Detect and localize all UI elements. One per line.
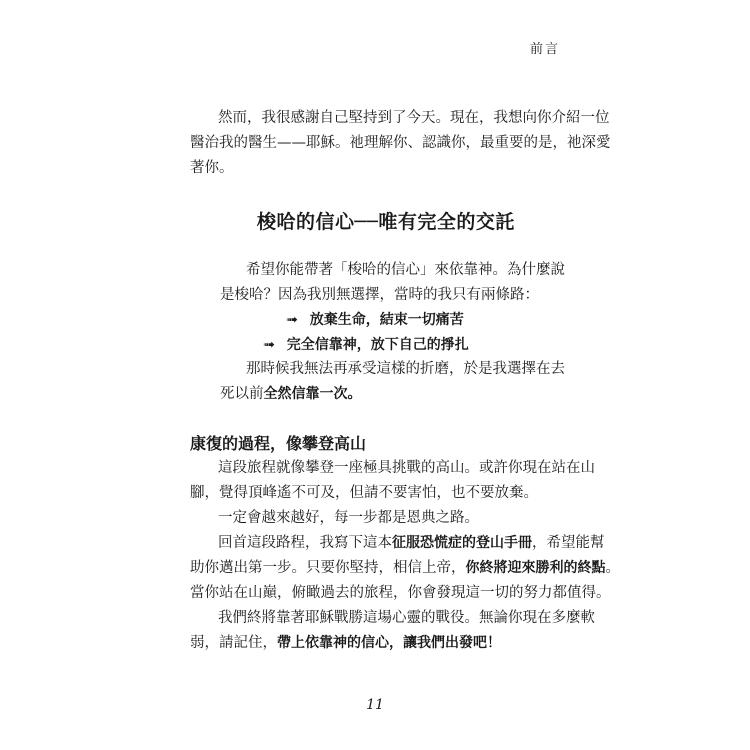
section2-para4-line2 <box>190 631 501 656</box>
section2-para3-line1-b: ，希望能幫 <box>532 535 605 551</box>
bullet-option-2-text: 完全信靠神，放下自己的掙扎 <box>286 337 469 353</box>
section1-para1-line1: 希望你能帶著「梭哈的信心」來依靠神。為什麼說 <box>246 262 565 278</box>
section1-para1-line2: 是梭哈？因為我別無選擇，當時的我只有兩條路： <box>220 287 539 303</box>
section2-para3-line1-a: 回首這段路程，我寫下這本 <box>218 535 392 551</box>
section-title-faith: 梭哈的信心──唯有完全的交託 <box>257 211 515 233</box>
page-number: 11 <box>366 697 384 713</box>
bullet-option-2 <box>263 334 469 354</box>
section2-para3-line2-a: 助你邁出第一步。只要你堅持，相信上帝， <box>190 560 466 576</box>
section-title-recovery: 康復的過程，像攀登高山 <box>190 434 367 453</box>
section2-para3-line1-bold: 征服恐慌症的登山手冊 <box>392 535 532 551</box>
section1-para2-bold: 全然信靠一次。 <box>263 386 362 402</box>
section2-para1-line1: 這段旅程就像攀登一座極具挑戰的高山。或許你現在站在山 <box>218 460 595 476</box>
section2-para3-line3: 當你站在山巔，俯瞰過去的旅程，你會發現這一切的努力都值得。 <box>190 585 611 601</box>
section2-para4-line2-a: 弱，請記住， <box>190 635 277 651</box>
arrow-right-icon: ➟ <box>263 337 275 353</box>
intro-line-1: 然而，我很感謝自己堅持到了今天。現在，我想向你介紹一位 <box>218 110 610 126</box>
intro-line-3: 著你。 <box>190 160 234 176</box>
bullet-option-1 <box>286 309 464 329</box>
intro-line-2: 醫治我的醫生——耶穌。祂理解你、認識你，最重要的是，祂深愛 <box>190 135 611 151</box>
bullet-option-1-text: 放棄生命，結束一切痛苦 <box>309 312 464 328</box>
section2-para4-line1: 我們終將靠著耶穌戰勝這場心靈的戰役。無論你現在多麼軟 <box>218 610 595 626</box>
section1-para2-line1: 那時候我無法再承受這樣的折磨，於是我選擇在去 <box>246 361 565 377</box>
section2-para3-line2-bold: 你終將迎來勝利的終點 <box>465 560 606 576</box>
page-header-title: 前言 <box>529 42 560 57</box>
section1-para2-plain: 死以前 <box>220 386 264 402</box>
section2-para4-line2-bold: 帶上依靠神的信心，讓我們出發吧！ <box>277 635 501 651</box>
section2-para3-line1 <box>218 531 605 556</box>
section2-para1-line2: 腳，覺得頂峰遙不可及，但請不要害怕，也不要放棄。 <box>190 485 538 501</box>
section1-para2-line2 <box>220 382 362 407</box>
section2-para2-line1: 一定會越來越好，每一步都是恩典之路。 <box>218 510 479 526</box>
section2-para3-line2 <box>190 556 620 581</box>
section2-para3-line2-b: 。 <box>605 560 620 576</box>
arrow-right-icon: ➟ <box>286 312 298 328</box>
